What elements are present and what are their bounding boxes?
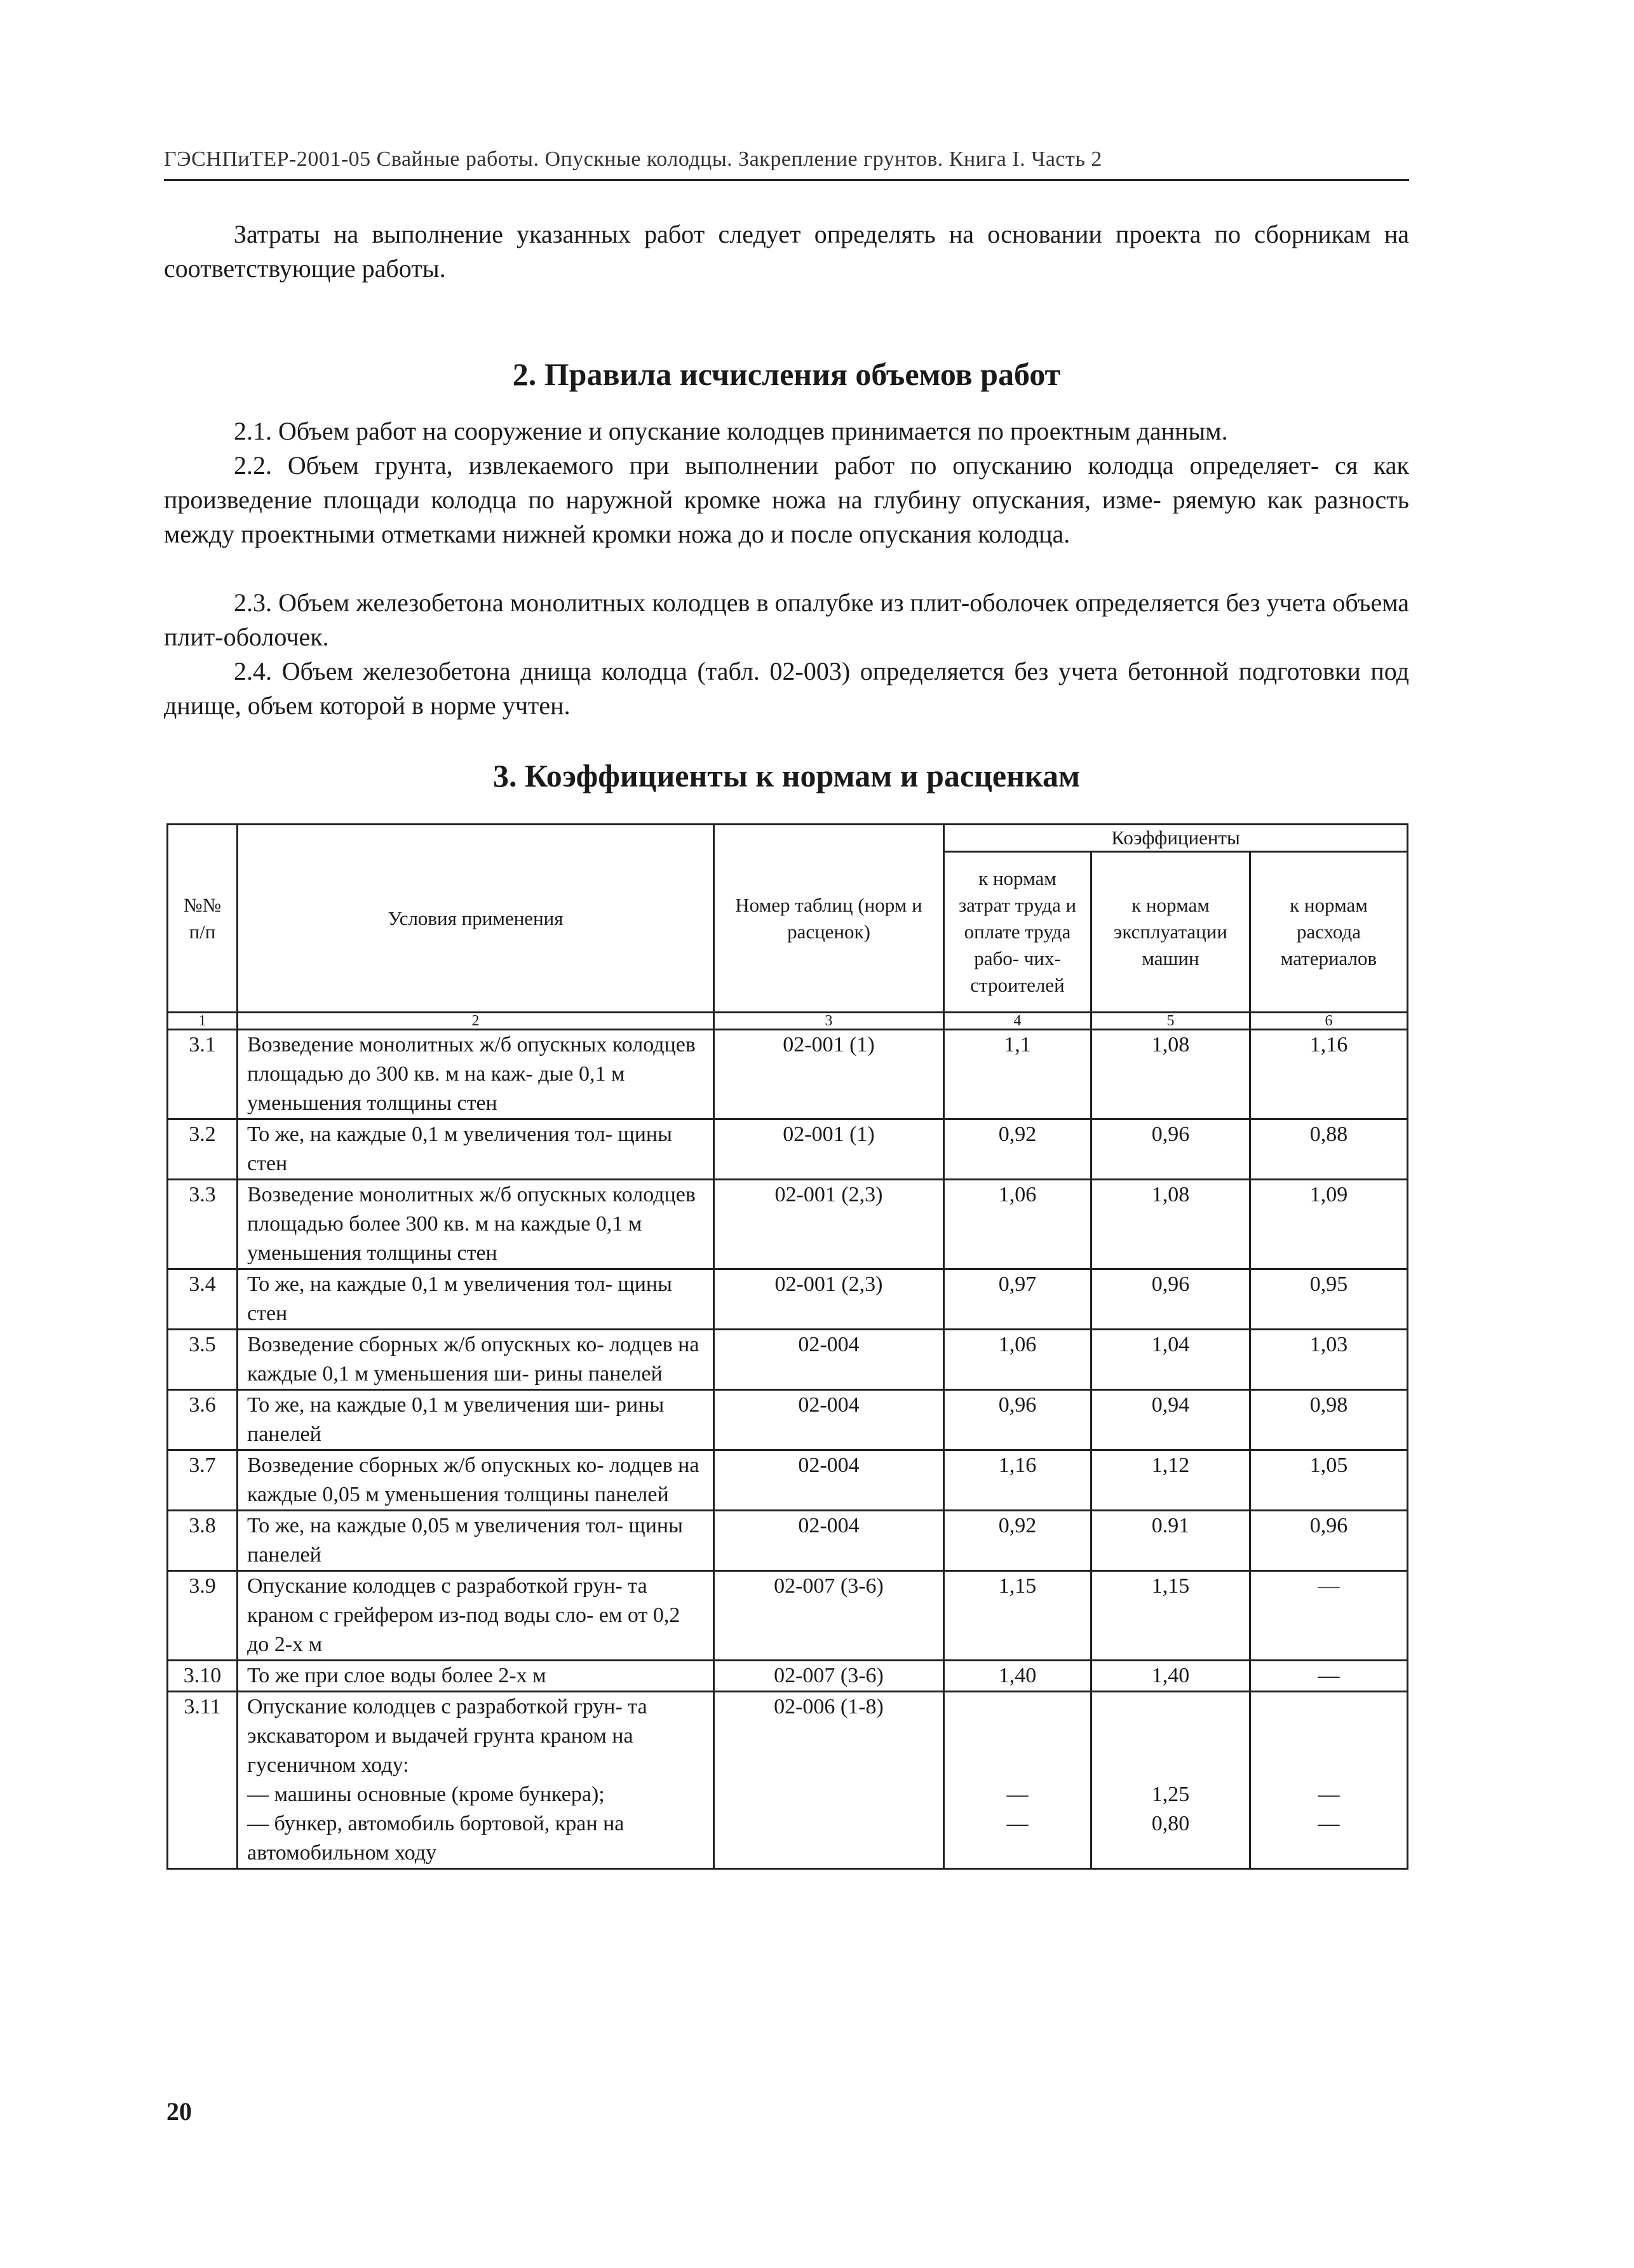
row-materials-1: — — [1318, 1783, 1340, 1806]
header-num: №№ п/п — [168, 825, 238, 1013]
row-machines: 1,08 — [1091, 1180, 1250, 1269]
header-conditions: Условия применения — [238, 825, 714, 1013]
row-machines: 1,04 — [1091, 1330, 1250, 1390]
table-row-3-2 — [168, 1119, 1408, 1180]
row-table-no: 02-001 (1) — [714, 1119, 944, 1180]
row-condition: Опускание колодцев с разработкой грун- та краном с грейфером из-под воды сло- ем от 0,2 до 2-х м — [238, 1571, 714, 1661]
table-row-3-11 — [168, 1692, 1408, 1869]
paragraph-2-4: 2.4. Объем железобетона днища колодца (табл. 02-003) определяется без учета бетонной подготовки под днище, объем которой в норме учтен. — [164, 657, 1409, 720]
row-table-no: 02-004 — [714, 1511, 944, 1571]
row-machines: 0.91 — [1091, 1511, 1250, 1571]
row-table-no: 02-004 — [714, 1450, 944, 1511]
row-labor-1: — — [1006, 1783, 1029, 1806]
row-condition: То же при слое воды более 2-х м — [238, 1661, 714, 1692]
row-num: 3.10 — [168, 1661, 238, 1692]
row-condition-item-1: — машины основные (кроме бункера); — [247, 1783, 605, 1806]
header-machines: к нормам эксплуатации машин — [1091, 852, 1250, 1013]
page-number: 20 — [166, 2097, 192, 2126]
row-materials: 0,88 — [1250, 1119, 1408, 1180]
row-materials: 0,95 — [1250, 1269, 1408, 1330]
row-condition-item-2: — бункер, автомобиль бортовой, кран на автомобильном ходу — [247, 1812, 625, 1865]
row-condition: То же, на каждые 0,1 м увеличения ши- рины панелей — [238, 1390, 714, 1450]
row-labor: 1,1 — [944, 1030, 1091, 1119]
row-materials-2: — — [1318, 1812, 1340, 1835]
table-row-3-8 — [168, 1511, 1408, 1571]
row-labor: 1,06 — [944, 1180, 1091, 1269]
row-num: 3.7 — [168, 1450, 238, 1511]
row-materials: — — [1250, 1661, 1408, 1692]
row-num: 3.9 — [168, 1571, 238, 1661]
coefficients-table — [166, 823, 1408, 1870]
table-row-3-10 — [168, 1661, 1408, 1692]
header-table-no: Номер таблиц (норм и расценок) — [714, 825, 944, 1013]
row-materials: 0,98 — [1250, 1390, 1408, 1450]
row-machines — [1091, 1692, 1250, 1869]
table-row-3-3 — [168, 1180, 1408, 1269]
row-num: 3.6 — [168, 1390, 238, 1450]
row-materials: 1,03 — [1250, 1330, 1408, 1390]
table-row-3-7 — [168, 1450, 1408, 1511]
column-number: 1 — [168, 1013, 238, 1030]
row-condition: Возведение монолитных ж/б опускных колодцев площадью более 300 кв. м на каждые 0,1 м уменьшения толщины стен — [238, 1180, 714, 1269]
paragraph-2-1: 2.1. Объем работ на сооружение и опускание колодцев принимается по проектным данным. — [234, 417, 1228, 445]
row-machines: 0,96 — [1091, 1269, 1250, 1330]
row-condition: Возведение сборных ж/б опускных ко- лодцев на каждые 0,1 м уменьшения ши- рины панелей — [238, 1330, 714, 1390]
row-condition: Возведение монолитных ж/б опускных колодцев площадью до 300 кв. м на каж- дые 0,1 м уменьшения толщины стен — [238, 1030, 714, 1119]
header-coefficients: Коэффициенты — [944, 825, 1408, 852]
table-row-3-5 — [168, 1330, 1408, 1390]
table-row-3-1 — [168, 1030, 1408, 1119]
column-number: 5 — [1091, 1013, 1250, 1030]
intro-paragraph: Затраты на выполнение указанных работ следует определять на основании проекта по сборникам на соответствующие работы. — [164, 220, 1409, 283]
row-condition: Возведение сборных ж/б опускных ко- лодцев на каждые 0,05 м уменьшения толщины панелей — [238, 1450, 714, 1511]
row-table-no: 02-004 — [714, 1390, 944, 1450]
row-labor: 1,40 — [944, 1661, 1091, 1692]
table-row-3-4 — [168, 1269, 1408, 1330]
column-numbers-row — [168, 1013, 1408, 1030]
row-materials: 1,05 — [1250, 1450, 1408, 1511]
row-labor-2: — — [1006, 1812, 1029, 1835]
row-table-no: 02-004 — [714, 1330, 944, 1390]
row-table-no: 02-007 (3-6) — [714, 1571, 944, 1661]
row-materials: 1,16 — [1250, 1030, 1408, 1119]
row-table-no: 02-001 (1) — [714, 1030, 944, 1119]
header-labor: к нормам затрат труда и оплате труда рабо- чих- строителей — [944, 852, 1091, 1013]
table-row-3-6 — [168, 1390, 1408, 1450]
paragraph-2-3: 2.3. Объем железобетона монолитных колодцев в опалубке из плит-оболочек определяется без учета объема плит-оболочек. — [164, 588, 1409, 651]
row-condition: То же, на каждые 0,1 м увеличения тол- щины стен — [238, 1269, 714, 1330]
row-machines-2: 0,80 — [1151, 1812, 1190, 1835]
row-condition: То же, на каждые 0,05 м увеличения тол- щины панелей — [238, 1511, 714, 1571]
row-num: 3.5 — [168, 1330, 238, 1390]
row-labor: 1,15 — [944, 1571, 1091, 1661]
row-materials — [1250, 1692, 1408, 1869]
header-materials: к нормам расхода материалов — [1250, 852, 1408, 1013]
row-condition-intro: Опускание колодцев с разработкой грун- та экскаватором и выдачей грунта краном на гусеничном ходу: — [247, 1695, 647, 1777]
row-machines: 1,08 — [1091, 1030, 1250, 1119]
row-machines-1: 1,25 — [1151, 1783, 1190, 1806]
row-machines: 0,94 — [1091, 1390, 1250, 1450]
row-table-no: 02-001 (2,3) — [714, 1180, 944, 1269]
row-table-no: 02-001 (2,3) — [714, 1269, 944, 1330]
section-3-title: 3. Коэффициенты к нормам и расценкам — [492, 758, 1081, 793]
row-num: 3.4 — [168, 1269, 238, 1330]
row-labor: 1,16 — [944, 1450, 1091, 1511]
row-labor: 0,97 — [944, 1269, 1091, 1330]
row-table-no: 02-006 (1-8) — [714, 1692, 944, 1869]
row-machines: 1,12 — [1091, 1450, 1250, 1511]
row-labor: 0,92 — [944, 1511, 1091, 1571]
row-materials: — — [1250, 1571, 1408, 1661]
paragraph-2-2: 2.2. Объем грунта, извлекаемого при выполнении работ по опусканию колодца определяет- ся как произведение площади колодца по наружной кромке ножа на глубину опускания, изме- ряемую как разность между проектными отметками нижней кромки ножа до и после опускания колодца. — [164, 451, 1409, 548]
column-number: 2 — [238, 1013, 714, 1030]
column-number: 6 — [1250, 1013, 1408, 1030]
row-materials: 0,96 — [1250, 1511, 1408, 1571]
row-machines: 1,15 — [1091, 1571, 1250, 1661]
row-num: 3.2 — [168, 1119, 238, 1180]
column-number: 4 — [944, 1013, 1091, 1030]
row-labor: 0,96 — [944, 1390, 1091, 1450]
row-labor: 1,06 — [944, 1330, 1091, 1390]
header-rule — [164, 179, 1409, 181]
row-num: 3.11 — [168, 1692, 238, 1869]
row-machines: 0,96 — [1091, 1119, 1250, 1180]
section-2-title: 2. Правила исчисления объемов работ — [512, 356, 1061, 392]
running-header: ГЭСНПиТЕР-2001-05 Свайные работы. Опускные колодцы. Закрепление грунтов. Книга I. Часть 2 — [164, 147, 1102, 171]
row-labor — [944, 1692, 1091, 1869]
row-labor: 0,92 — [944, 1119, 1091, 1180]
row-num: 3.1 — [168, 1030, 238, 1119]
row-condition: То же, на каждые 0,1 м увеличения тол- щины стен — [238, 1119, 714, 1180]
row-table-no: 02-007 (3-6) — [714, 1661, 944, 1692]
row-condition — [238, 1692, 714, 1869]
column-number: 3 — [714, 1013, 944, 1030]
row-num: 3.8 — [168, 1511, 238, 1571]
row-num: 3.3 — [168, 1180, 238, 1269]
table-row-3-9 — [168, 1571, 1408, 1661]
row-materials: 1,09 — [1250, 1180, 1408, 1269]
table-header-row — [168, 825, 1408, 852]
row-machines: 1,40 — [1091, 1661, 1250, 1692]
